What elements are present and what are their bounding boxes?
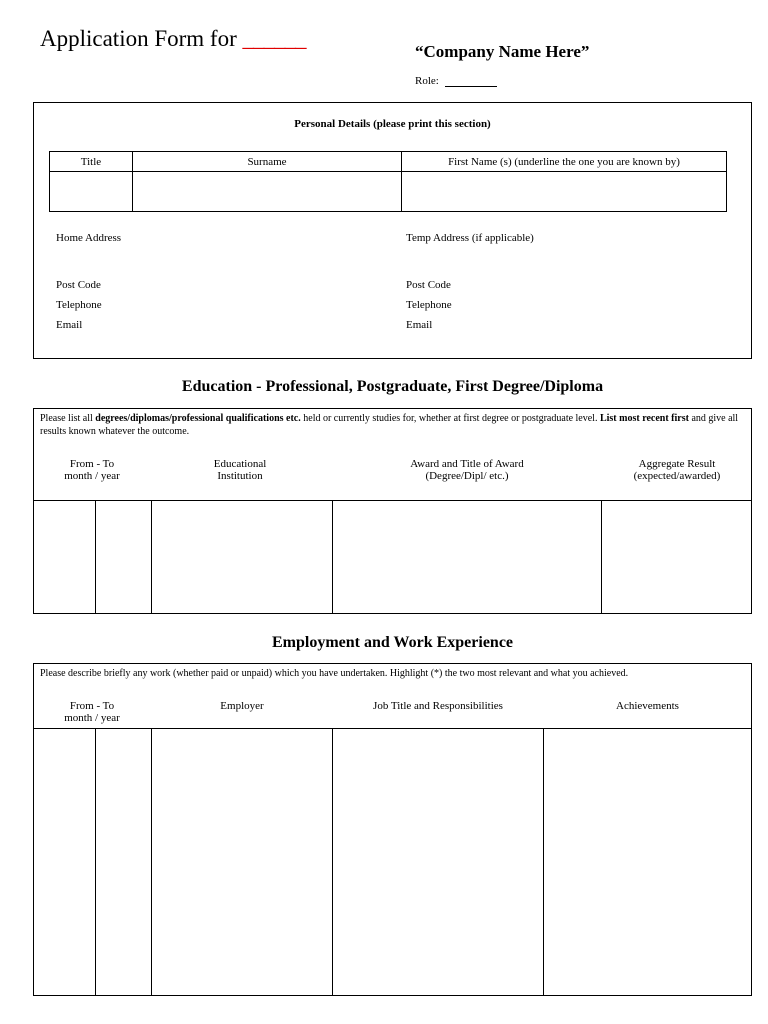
emp-col-employer: Employer bbox=[220, 700, 264, 712]
col-title-header: Title bbox=[50, 152, 133, 172]
edu-col-from: From - To month / year bbox=[64, 458, 120, 482]
form-title-text: Application Form for bbox=[40, 26, 237, 51]
emp-col-job: Job Title and Responsibilities bbox=[373, 700, 503, 712]
education-instructions: Please list all degrees/diplomas/professional qualifications etc. held or currently studies for, whether at first degree or postgraduate level. List most recent first and give all results known whatever the outcome. bbox=[40, 413, 739, 437]
col-firstname-header: First Name (s) (underline the one you are known by) bbox=[402, 152, 727, 172]
company-name: “Company Name Here” bbox=[415, 42, 590, 61]
edu-col-institution: Educational Institution bbox=[213, 458, 267, 482]
emp-col-from: From - To month / year bbox=[64, 700, 120, 724]
form-title-blank[interactable]: ______ bbox=[242, 26, 306, 51]
temp-address-label: Temp Address (if applicable) bbox=[406, 232, 534, 244]
edu-to-input[interactable] bbox=[96, 501, 151, 613]
email-label: Email bbox=[56, 319, 83, 331]
edu-col-result: Aggregate Result (expected/awarded) bbox=[633, 458, 721, 482]
role-input-line[interactable] bbox=[445, 76, 497, 87]
personal-details-section bbox=[33, 102, 752, 359]
personal-details-heading: Personal Details (please print this section) bbox=[294, 118, 491, 130]
telephone-label: Telephone bbox=[56, 299, 102, 311]
firstname-input[interactable] bbox=[402, 172, 727, 212]
employment-instructions: Please describe briefly any work (whether paid or unpaid) which you have undertaken. Highlight (*) the two most relevant and what you achieved. bbox=[40, 668, 629, 679]
home-address-label: Home Address bbox=[56, 232, 122, 244]
temp-telephone-label: Telephone bbox=[406, 299, 452, 311]
temp-post-code-label: Post Code bbox=[406, 279, 451, 291]
edu-from-input[interactable] bbox=[34, 501, 95, 613]
emp-to-input[interactable] bbox=[96, 729, 151, 995]
role-field bbox=[415, 75, 497, 87]
post-code-label: Post Code bbox=[56, 279, 101, 291]
name-table bbox=[49, 151, 727, 212]
emp-achievements-input[interactable] bbox=[544, 729, 751, 995]
emp-from-input[interactable] bbox=[34, 729, 95, 995]
emp-col-achievements: Achievements bbox=[616, 700, 679, 712]
temp-email-label: Email bbox=[406, 319, 433, 331]
edu-col-award: Award and Title of Award (Degree/Dipl/ etc.) bbox=[410, 458, 524, 482]
education-heading: Education - Professional, Postgraduate, First Degree/Diploma bbox=[181, 378, 604, 395]
employment-heading: Employment and Work Experience bbox=[271, 634, 514, 651]
emp-employer-input[interactable] bbox=[152, 729, 332, 995]
edu-result-input[interactable] bbox=[602, 501, 751, 613]
emp-job-input[interactable] bbox=[333, 729, 543, 995]
edu-institution-input[interactable] bbox=[152, 501, 332, 613]
title-input[interactable] bbox=[50, 172, 133, 212]
surname-input[interactable] bbox=[133, 172, 402, 212]
form-title bbox=[40, 26, 306, 52]
col-surname-header: Surname bbox=[133, 152, 402, 172]
role-label: Role: bbox=[415, 75, 439, 87]
edu-award-input[interactable] bbox=[333, 501, 601, 613]
